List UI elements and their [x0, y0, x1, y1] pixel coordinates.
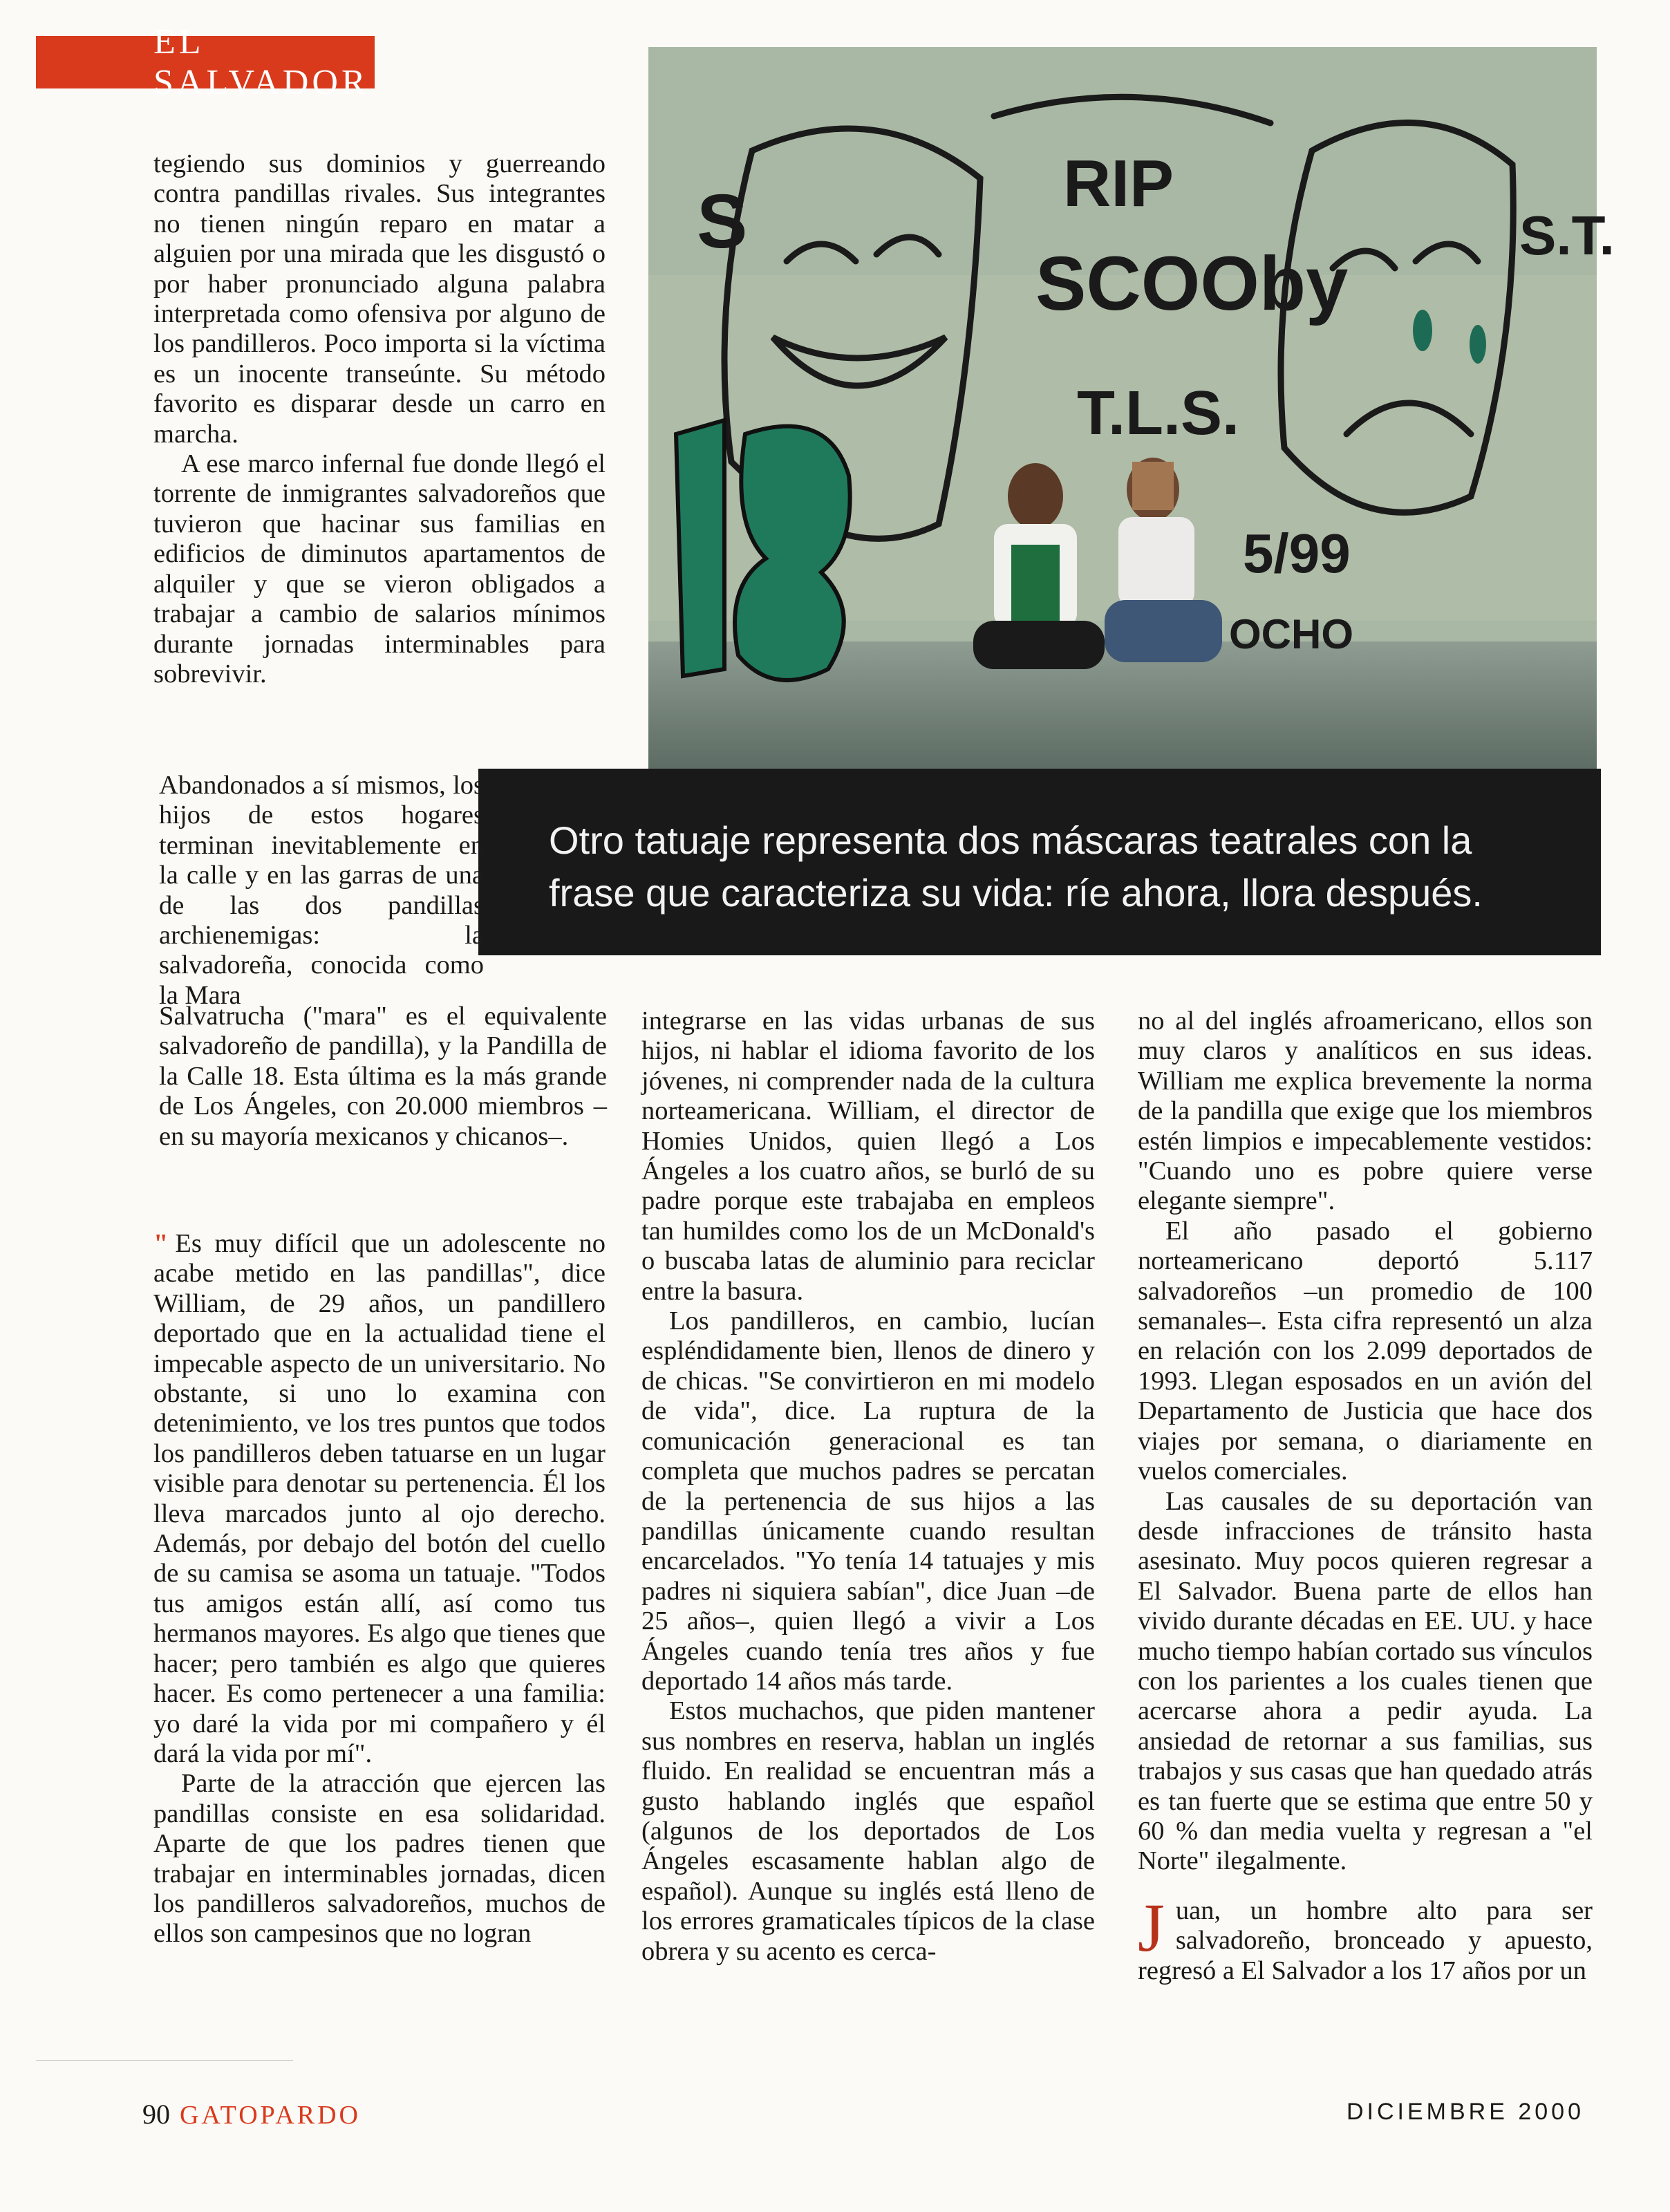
column-1-narrow: [159, 771, 484, 1011]
col3-paragraph-4: uan, un hombre alto para ser salvadoreño, bronceado y apuesto, regresó a El Salvador a los 17 años por un: [1138, 1895, 1593, 1985]
col2-paragraph-1: integrarse en las vidas urbanas de sus hijos, ni hablar el idioma favorito de los jóvenes, ni comprender nada de la cultura norteamericana. William, el director de Homies Unidos, quien llegó a Los Ángeles a los cuatro años, se burló de su padre porque este trabajaba en empleos tan humildes como los de un McDonald's o buscaba latas de aluminio para reciclar entre la basura.: [641, 1006, 1095, 1306]
column-1-continued: [159, 1002, 607, 1152]
col1-paragraph-1: tegiendo sus dominios y guerreando contra pandillas rivales. Sus integrantes no tienen ningún reparo en matar a alguien por una mirada que les disgustó o por haber pronunciado alguna palabra interpretada como ofensiva por alguno de los pandilleros. Poco importa si la víctima es un inocente transeúnte. Su método favorito es disparar desde un carro en marcha.: [153, 149, 606, 449]
graffiti-ocho-text: OCHO: [1229, 611, 1353, 657]
magazine-name: GATOPARDO: [180, 2101, 361, 2130]
col3-paragraph-2: El año pasado el gobierno norteamericano deportó 5.117 salvadoreños –un promedio de 100 semanales–. Esta cifra representó un alza en relación con los 2.099 deportados de 1993. Llegan esposados en un avión del Departamento de Justicia que hace dos viajes por semana, o diariamente en vuelos comerciales.: [1138, 1216, 1593, 1486]
gang-graffiti-photo: [648, 47, 1615, 774]
photo-caption: [478, 769, 1601, 955]
graffiti-s-text: S: [697, 179, 748, 264]
graffiti-date-text: 5/99: [1243, 523, 1351, 584]
col1-paragraph-3: Es muy difícil que un adolescente no acabe metido en las pandillas", dice William, de 29 años, un pandillero deportado que en la actualidad tiene el impecable aspecto de un universitario. No obstante, si uno lo examina con detenimiento, ve los tres puntos que todos los pandilleros deben tatuarse en un lugar visible para denotar su pertenencia. Él los lleva marcados junto al ojo derecho. Además, por debajo del botón del cuello de su camisa se asoma un tatuaje. "Todos tus amigos están allí, así como tus hermanos mayores. Es algo que tienes que hacer; pero también es algo que quieres hacer. Es como pertenecer a una familia: yo daré la vida por mi compañero y él dará la vida por mí".: [153, 1229, 606, 1768]
col3-paragraph-1: no al del inglés afroamericano, ellos son muy claros y analíticos en sus ideas. William me explica brevemente la norma de la pandilla que exige que los miembros estén limpios e impecablemente vestidos: "Cuando uno es pobre quiere verse elegante siempre".: [1138, 1006, 1593, 1216]
graffiti-st-text: S.T.: [1519, 205, 1615, 266]
caption-line-1: Otro tatuaje representa dos máscaras teatrales con la: [549, 818, 1472, 862]
col3-paragraph-3: Las causales de su deportación van desde infracciones de tránsito hasta asesinato. Muy pocos quieren regresar a El Salvador. Buena parte de ellos han vivido durante décadas en EE. UU. y hace mucho tiempo habían cortado sus vínculos con los parientes a los cuales tienen que acercarse ahora a pedir ayuda. La ansiedad de retornar a sus familias, sus trabajos y sus casas que han quedado atrás es tan fuerte que se estima que entre 50 y 60 % dan media vuelta y regresan a "el Norte" ilegalmente.: [1138, 1486, 1593, 1876]
section-tag: [36, 22, 375, 102]
col1-paragraph-4: Parte de la atracción que ejercen las pandillas consiste en esa solidaridad. Aparte de que los padres tienen que trabajar en interminables jornadas, dicen los pandilleros salvadoreños, muchos de ellos son campesinos que no logran: [153, 1769, 606, 1949]
col2-paragraph-2: Los pandilleros, en cambio, lucían espléndidamente bien, llenos de dinero y de chicas. "Se convirtieron en mi modelo de vida", dice. La ruptura de la comunicación generacional es tan completa que muchos padres se percatan de la pertenencia de sus hijos a las pandillas únicamente cuando resultan encarcelados. "Yo tenía 14 tatuajes y mis padres ni siquiera sabían", dice Juan –de 25 años–, quien llegó a vivir a Los Ángeles cuando tenía tres años y fue deportado 14 años más tarde.: [641, 1306, 1095, 1696]
red-quote-mark: ": [153, 1229, 169, 1258]
drop-cap: J: [1138, 1888, 1165, 1966]
caption-line-2: frase que caracteriza su vida: ríe ahora, llora después.: [549, 871, 1483, 915]
col1-paragraph-2c: Salvatrucha ("mara" es el equivalente salvadoreño de pandilla), y la Pandilla de la Calle 18. Esta última es la más grande de Los Ángeles, con 20.000 miembros –en su mayoría mexicanos y chicanos–.: [159, 1002, 607, 1151]
folio: [142, 2098, 361, 2130]
section-label: EL SALVADOR: [153, 22, 369, 102]
footer-rule: [36, 2060, 293, 2061]
column-2: [641, 1006, 1095, 1967]
col2-paragraph-3: Estos muchachos, que piden mantener sus nombres en reserva, hablan un inglés fluido. En realidad se encuentran más a gusto hablando inglés que español (algunos de los deportados de Los Ángeles escasamente hablan algo de español). Aunque su inglés está lleno de los errores gramaticales típicos de la clase obrera y su acento es cerca-: [641, 1696, 1095, 1966]
issue-date: DICIEMBRE 2000: [1347, 2099, 1584, 2125]
graffiti-tls-text: T.L.S.: [1077, 379, 1240, 448]
graffiti-name-text: SCOOby: [1035, 241, 1349, 326]
graffiti-rip-text: RIP: [1063, 147, 1174, 221]
column-3: [1138, 1006, 1593, 1986]
column-1-top: [153, 149, 606, 689]
column-1-bottom: [153, 1229, 606, 1949]
page-number: 90: [142, 2099, 170, 2130]
col1-paragraph-2: A ese marco infernal fue donde llegó el torrente de inmigrantes salvadoreños que tuvieron que hacinar sus familias en edificios de diminutos apartamentos de alquiler y que se vieron obligados a trabajar a cambio de salarios mínimos durante jornadas interminables para sobrevivir.: [153, 449, 606, 688]
col1-paragraph-2b: Abandonados a sí mismos, los hijos de estos hogares terminan inevitablemente en la calle y en las garras de una de las dos pandillas archienemigas: la salvadoreña, conocida como la Mara: [159, 771, 484, 1010]
